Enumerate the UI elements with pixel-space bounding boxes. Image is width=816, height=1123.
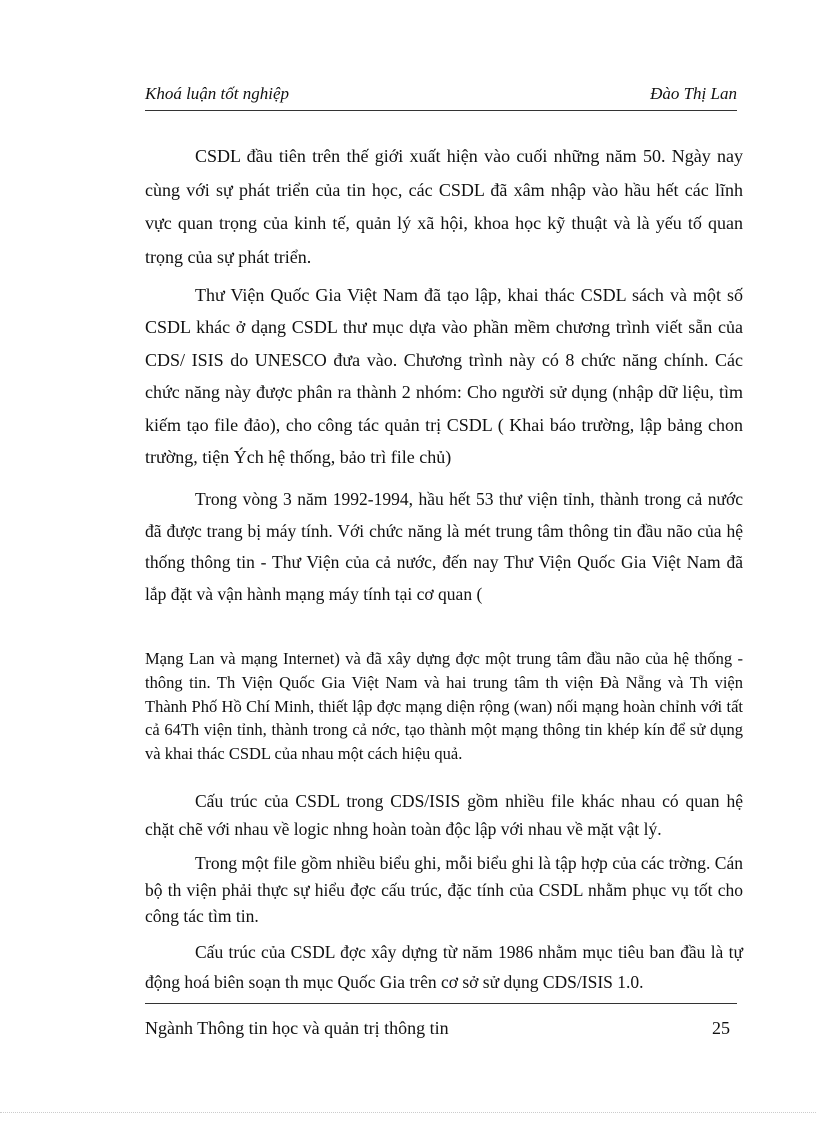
- footer-department: Ngành Thông tin học và quản trị thông tin: [145, 1018, 449, 1038]
- header-thesis-title: Khoá luận tốt nghiệp: [145, 84, 290, 103]
- header-author-name: Đào Thị Lan: [650, 84, 737, 103]
- paragraph-6: Trong một file gồm nhiều biểu ghi, mỗi biểu ghi là tập hợp của các trờng. Cán bộ th viện phải thực sự hiểu đợc cấu trúc, đặc tính của CSDL nhằm phục vụ tốt cho công tác tìm tin.: [145, 853, 743, 926]
- page-bottom-dotted-edge: [0, 1112, 816, 1113]
- paragraph-7: Cấu trúc của CSDL đợc xây dựng từ năm 1986 nhằm mục tiêu ban đầu là tự động hoá biên soạn th mục Quốc Gia trên cơ sở sử dụng CDS/ISIS 1.0.: [145, 942, 743, 992]
- paragraph-5: Cấu trúc của CSDL trong CDS/ISIS gồm nhiều file khác nhau có quan hệ chặt chẽ với nhau về logic nhng hoàn toàn độc lập với nhau về mặt vật lý.: [145, 791, 743, 839]
- paragraph-2: Thư Viện Quốc Gia Việt Nam đã tạo lập, khai thác CSDL sách và một số CSDL khác ở dạng CSDL thư mục dựa vào phần mềm chương trình viết sẵn của CDS/ ISIS do UNESCO đưa vào. Chương trình này có 8 chức năng chính. Các chức năng này được phân ra thành 2 nhóm: Cho người sử dụng (nhập dữ liệu, tìm kiếm tạo file đảo), cho công tác quản trị CSDL ( Khai báo trường, lập bảng chon trường, tiện Ých hệ thống, bảo trì file chủ): [145, 285, 743, 468]
- footer-divider: [145, 1003, 737, 1004]
- paragraph-4: Mạng Lan và mạng Internet) và đã xây dựng đợc một trung tâm đầu não của hệ thống - thông tin. Th Viện Quốc Gia Việt Nam và hai trung tâm th viện Đà Nẵng và Th viện Thành Phố Hồ Chí Minh, thiết lập đợc mạng diện rộng (wan) nối mạng hoàn chỉnh với tất cả 64Th viện tỉnh, thành trong cả nớc, tạo thành một mạng thông tin khép kín để sử dụng và khai thác CSDL của nhau một cách hiệu quả.: [145, 649, 743, 764]
- paragraph-1: CSDL đầu tiên trên thế giới xuất hiện vào cuối những năm 50. Ngày nay cùng với sự phát triển của tin học, các CSDL đã xâm nhập vào hầu hết các lĩnh vực quan trọng của kinh tế, quản lý xã hội, khoa học kỹ thuật và là yếu tố quan trọng của sự phát triển.: [145, 146, 743, 267]
- page-header: [145, 84, 737, 111]
- paragraph-3: Trong vòng 3 năm 1992-1994, hầu hết 53 thư viện tỉnh, thành trong cả nước đã được trang bị máy tính. Với chức năng là mét trung tâm thông tin đầu não của hệ thống thông tin - Thư Viện của cả nước, đến nay Thư Viện Quốc Gia Việt Nam đã lắp đặt và vận hành mạng máy tính tại cơ quan (: [145, 489, 743, 604]
- page-number: 25: [712, 1018, 730, 1038]
